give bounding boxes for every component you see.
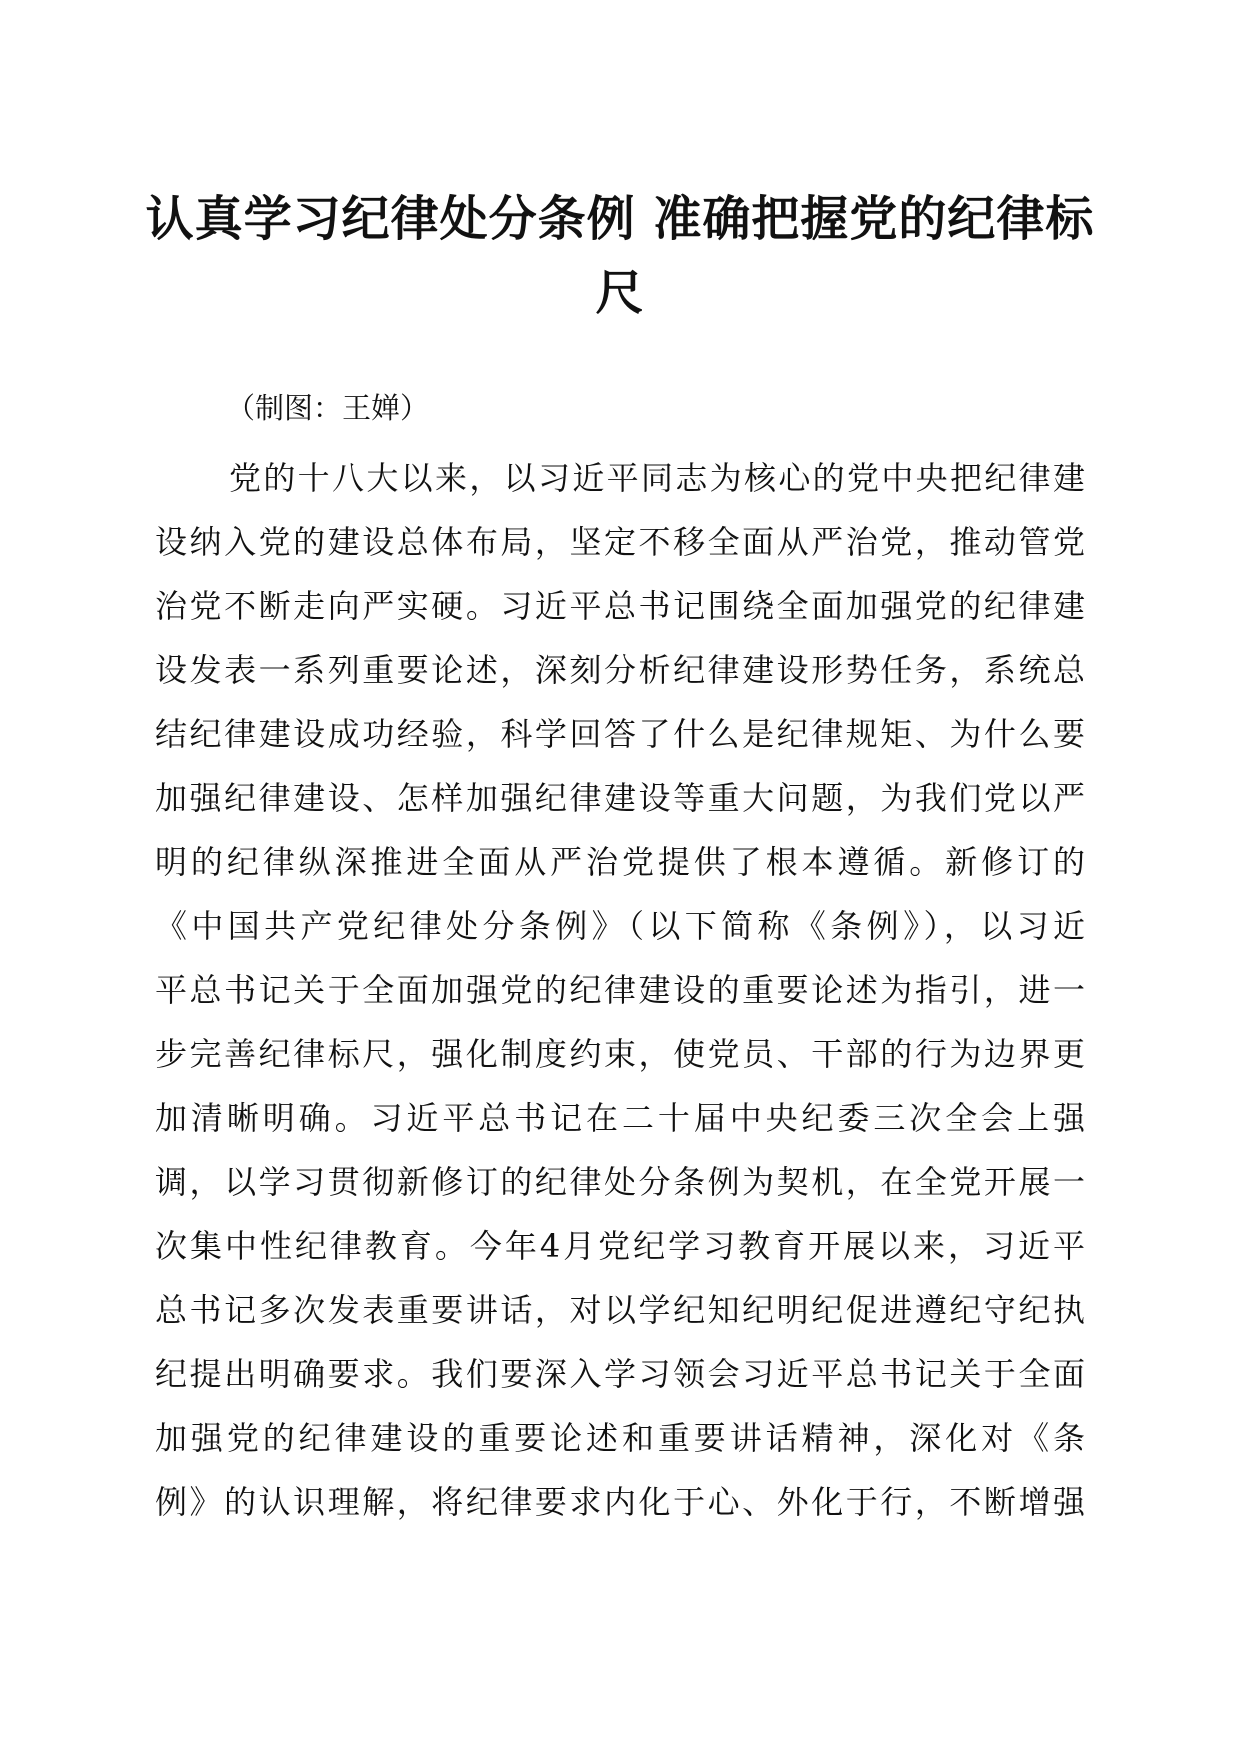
body-line: 设纳入党的建设总体布局，坚定不移全面从严治党，推动管党	[155, 523, 1085, 561]
body-line: 加强纪律建设、怎样加强纪律建设等重大问题，为我们党以严	[155, 779, 1085, 817]
body-line: 平总书记关于全面加强党的纪律建设的重要论述为指引，进一	[155, 971, 1085, 1009]
document-title	[140, 182, 1100, 330]
body-line: 例》的认识理解，将纪律要求内化于心、外化于行，不断增强	[155, 1483, 1085, 1521]
body-line: 设发表一系列重要论述，深刻分析纪律建设形势任务，系统总	[155, 651, 1085, 689]
body-line: 《中国共产党纪律处分条例》（以下简称《条例》），以习近	[155, 907, 1085, 945]
title-line-2: 尺	[595, 265, 645, 321]
body-line: 调，以学习贯彻新修订的纪律处分条例为契机，在全党开展一	[155, 1163, 1085, 1201]
body-line: 加强党的纪律建设的重要论述和重要讲话精神，深化对《条	[155, 1419, 1085, 1457]
body-line: 明的纪律纵深推进全面从严治党提供了根本遵循。新修订的	[155, 843, 1085, 881]
body-line: 党的十八大以来，以习近平同志为核心的党中央把纪律建	[229, 459, 1085, 497]
body-paragraph	[155, 446, 1085, 1534]
title-line-1: 认真学习纪律处分条例 准确把握党的纪律标	[145, 191, 1095, 247]
body-line: 纪提出明确要求。我们要深入学习领会习近平总书记关于全面	[155, 1355, 1085, 1393]
body-line: 治党不断走向严实硬。习近平总书记围绕全面加强党的纪律建	[155, 587, 1085, 625]
image-credit: （制图：王婵）	[226, 391, 430, 425]
body-line: 步完善纪律标尺，强化制度约束，使党员、干部的行为边界更	[155, 1035, 1085, 1073]
body-line: 加清晰明确。习近平总书记在二十届中央纪委三次全会上强	[155, 1099, 1085, 1137]
body-line: 结纪律建设成功经验，科学回答了什么是纪律规矩、为什么要	[155, 715, 1085, 753]
body-line: 总书记多次发表重要讲话，对以学纪知纪明纪促进遵纪守纪执	[155, 1291, 1085, 1329]
body-line: 次集中性纪律教育。今年4月党纪学习教育开展以来，习近平	[155, 1227, 1085, 1265]
